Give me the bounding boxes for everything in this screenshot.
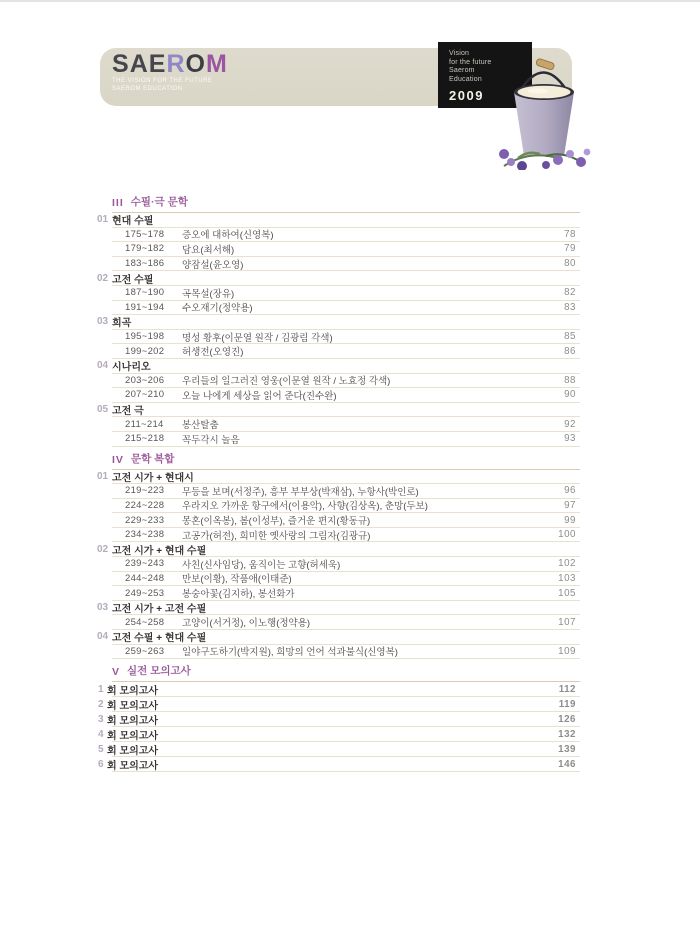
logo-letter: A <box>129 50 149 78</box>
exam-row <box>98 697 580 712</box>
group-header-row <box>97 403 580 418</box>
entry-title: 우라지오 가까운 항구에서(이용악), 사향(김상옥), 춘망(두보) <box>182 501 428 513</box>
entry-page-range: 203~206 <box>125 374 165 386</box>
section-numeral: V <box>112 666 121 679</box>
entry-row <box>112 228 580 243</box>
entry-page-number: 99 <box>564 514 576 526</box>
entry-page-number: 90 <box>564 389 576 401</box>
pail-handle-grip <box>536 58 555 70</box>
toc-section-iii <box>97 196 580 447</box>
entry-title: 꼭두각시 놀음 <box>182 434 240 446</box>
exam-row <box>98 742 580 757</box>
entry-page-range: 211~214 <box>125 418 164 430</box>
toc-section-iv <box>97 452 580 660</box>
group-header-row <box>97 315 580 330</box>
exam-page-number: 112 <box>558 683 576 695</box>
exam-round-number: 2 <box>98 698 104 710</box>
entry-title: 사친(신사임당), 움직이는 고향(허세욱) <box>182 559 341 571</box>
entry-page-number: 88 <box>564 374 576 386</box>
group-number: 04 <box>97 631 109 643</box>
entry-row <box>112 645 580 660</box>
group-header-row <box>97 271 580 286</box>
entry-page-range: 207~210 <box>125 389 165 401</box>
exam-row <box>98 727 580 742</box>
entry-row <box>112 374 580 389</box>
entry-page-number: 96 <box>564 485 576 497</box>
entry-row <box>112 301 580 316</box>
pail-body <box>514 92 574 156</box>
entry-title: 만보(이황), 작품애(이태준) <box>182 574 292 586</box>
entry-page-range: 191~194 <box>125 301 165 313</box>
entry-page-number: 100 <box>558 529 576 541</box>
group-header-row <box>97 601 580 616</box>
logo-tagline-1: THE VISION FOR THE FUTURE <box>112 78 213 84</box>
exam-round-number: 3 <box>98 713 104 725</box>
logo-wordmark <box>112 52 228 77</box>
entry-row <box>112 242 580 257</box>
group-number: 01 <box>97 214 109 226</box>
entry-title: 우리들의 일그러진 영웅(이문열 원작 / 노효정 각색) <box>182 376 391 388</box>
group-number: 03 <box>97 602 109 614</box>
group-title: 시나리오 <box>112 362 151 374</box>
entry-page-number: 97 <box>564 499 576 511</box>
exam-round-number: 5 <box>98 743 104 755</box>
section-title: 문학 복합 <box>130 452 175 465</box>
exam-row <box>98 757 580 772</box>
entry-page-range: 187~190 <box>125 287 165 299</box>
entry-title: 증오에 대하여(신영복) <box>182 230 274 242</box>
entry-page-number: 80 <box>564 258 576 270</box>
exam-label: 회 모의고사 <box>107 715 159 727</box>
logo-letter: M <box>205 50 228 78</box>
entry-page-number: 79 <box>564 243 576 255</box>
entry-title: 고양이(서거정), 이노행(정약용) <box>182 618 311 630</box>
entry-page-range: 215~218 <box>125 433 165 445</box>
entry-title: 무등을 보며(서정주), 흥부 부부상(박재삼), 누항사(박인로) <box>182 486 419 498</box>
entry-row <box>112 432 580 447</box>
badge-line: Education <box>449 75 482 83</box>
milk-pail-photo <box>488 54 600 170</box>
entry-row <box>112 484 580 499</box>
exam-page-number: 126 <box>558 713 576 725</box>
group-number: 02 <box>97 543 109 555</box>
badge-line: Vision <box>449 50 470 57</box>
entry-row <box>112 513 580 528</box>
section-header <box>112 453 580 470</box>
group-header-row <box>97 213 580 228</box>
entry-row <box>112 586 580 601</box>
exam-round-number: 1 <box>98 683 104 695</box>
milk-highlight <box>528 88 548 93</box>
entry-title: 담요(최서해) <box>182 244 235 256</box>
entry-title: 명성 황후(이문열 원작 / 김광림 각색) <box>182 332 333 344</box>
entry-page-number: 78 <box>564 228 576 240</box>
entry-title: 허생전(오영진) <box>182 347 244 359</box>
entry-title: 곡목설(장유) <box>182 288 235 300</box>
table-of-contents <box>97 196 580 772</box>
entry-page-range: 195~198 <box>125 331 165 343</box>
group-header-row <box>97 359 580 374</box>
entry-title: 일야구도하기(박지원), 희망의 언어 석과불식(신영복) <box>182 647 398 659</box>
entry-row <box>112 330 580 345</box>
entry-page-number: 86 <box>564 345 576 357</box>
section-title: 수필·극 문학 <box>130 196 188 208</box>
group-header-row <box>97 542 580 557</box>
logo-letter: S <box>112 50 130 78</box>
entry-page-range: 239~243 <box>125 558 165 570</box>
entry-title: 봉숭아꽃(김지하), 봉선화가 <box>182 589 295 601</box>
exam-page-number: 146 <box>558 758 576 770</box>
entry-page-number: 109 <box>558 645 576 657</box>
group-number: 04 <box>97 360 109 372</box>
section-header <box>112 665 580 682</box>
entry-page-number: 83 <box>564 301 576 313</box>
exam-page-number: 119 <box>558 698 576 710</box>
group-header-row <box>97 630 580 645</box>
entry-page-range: 219~223 <box>125 485 165 497</box>
entry-page-number: 107 <box>558 616 576 628</box>
section-header <box>112 196 580 213</box>
badge-year: 2009 <box>449 88 484 103</box>
entry-page-range: 199~202 <box>125 345 165 357</box>
logo-letter: R <box>166 50 186 78</box>
saerom-logo <box>112 52 228 93</box>
logo-letter: E <box>148 50 167 78</box>
entry-page-range: 175~178 <box>125 228 165 240</box>
entry-title: 봉산탈춤 <box>182 420 219 432</box>
group-title: 고전 수필 <box>112 274 154 286</box>
entry-row <box>112 557 580 572</box>
entry-title: 오늘 나에게 세상을 읽어 준다(진수완) <box>182 390 337 402</box>
group-title: 희곡 <box>112 318 132 330</box>
entry-page-range: 254~258 <box>125 616 165 628</box>
entry-title: 수오재기(정약용) <box>182 303 253 315</box>
entry-page-number: 105 <box>558 587 576 599</box>
entry-page-number: 103 <box>558 572 576 584</box>
exam-page-number: 132 <box>558 728 576 740</box>
entry-row <box>112 572 580 587</box>
group-title: 고전 극 <box>112 406 144 418</box>
section-numeral: IV <box>112 453 124 466</box>
entry-page-number: 85 <box>564 331 576 343</box>
badge-line: Saerom <box>449 67 475 74</box>
entry-page-range: 244~248 <box>125 572 165 584</box>
group-number: 01 <box>97 470 109 482</box>
entry-row <box>112 344 580 359</box>
exam-label: 회 모의고사 <box>107 700 159 712</box>
exam-label: 회 모의고사 <box>107 760 159 772</box>
logo-letter: O <box>185 50 206 78</box>
exam-page-number: 139 <box>558 743 576 755</box>
exam-round-number: 4 <box>98 728 104 740</box>
entry-page-range: 179~182 <box>125 243 165 255</box>
entry-row <box>112 528 580 543</box>
entry-page-number: 82 <box>564 287 576 299</box>
exam-label: 회 모의고사 <box>107 730 159 742</box>
entry-page-range: 234~238 <box>125 529 165 541</box>
group-number: 05 <box>97 404 109 416</box>
milk-pail-image <box>488 54 600 170</box>
entry-row <box>112 499 580 514</box>
entry-page-range: 259~263 <box>125 645 165 657</box>
entry-page-range: 224~228 <box>125 499 165 511</box>
group-title: 고전 시가 + 현대 수필 <box>112 545 207 557</box>
toc-section-v <box>98 665 580 772</box>
entry-page-number: 93 <box>564 433 576 445</box>
entry-page-range: 183~186 <box>125 258 165 270</box>
entry-page-range: 249~253 <box>125 587 165 599</box>
entry-title: 고공가(허전), 희미한 옛사랑의 그림자(김광규) <box>182 530 371 542</box>
section-title: 실전 모의고사 <box>127 665 191 678</box>
entry-row <box>112 417 580 432</box>
exam-label: 회 모의고사 <box>107 685 159 697</box>
badge-line: for the future <box>449 58 492 66</box>
entry-title: 양잠설(윤오영) <box>182 259 244 271</box>
entry-title: 몽혼(이옥봉), 봄(이성부), 즐거운 편지(황동규) <box>182 516 371 528</box>
entry-row <box>112 286 580 301</box>
entry-row <box>112 257 580 272</box>
group-title: 고전 시가 + 고전 수필 <box>112 604 207 616</box>
group-header-row <box>97 470 580 485</box>
entry-row <box>112 388 580 403</box>
exam-row <box>98 682 580 697</box>
group-number: 02 <box>97 272 109 284</box>
group-number: 03 <box>97 316 109 328</box>
group-title: 고전 수필 + 현대 수필 <box>112 633 207 645</box>
group-title: 현대 수필 <box>112 216 154 228</box>
entry-page-number: 92 <box>564 418 576 430</box>
logo-tagline-2: SAEROM EDUCATION <box>112 86 183 92</box>
entry-page-number: 102 <box>558 558 576 570</box>
exam-label: 회 모의고사 <box>107 745 159 757</box>
entry-page-range: 229~233 <box>125 514 165 526</box>
exam-row <box>98 712 580 727</box>
section-numeral: III <box>112 197 124 209</box>
exam-round-number: 6 <box>98 758 104 770</box>
entry-row <box>112 615 580 630</box>
group-title: 고전 시가 + 현대시 <box>112 472 194 484</box>
